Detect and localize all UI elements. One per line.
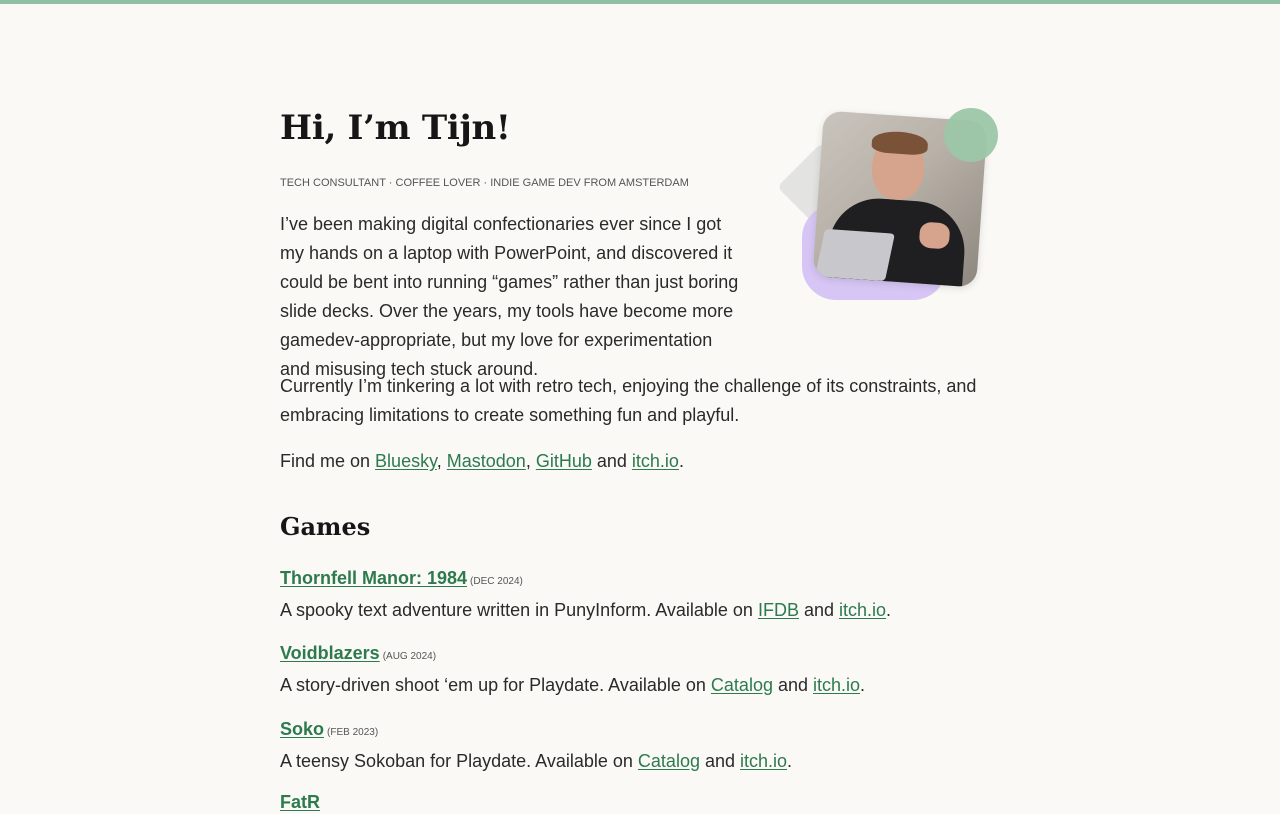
github-link[interactable]: GitHub: [535, 451, 592, 471]
find-me-paragraph: Find me on Bluesky, Mastodon, GitHub and itch.io.: [280, 451, 684, 471]
top-accent-bar: [0, 0, 1280, 4]
catalog-link[interactable]: Catalog: [710, 675, 773, 695]
game-date: (AUG 2024): [382, 651, 437, 662]
itch-link[interactable]: itch.io: [631, 451, 679, 471]
game-title-link[interactable]: Thornfell Manor: 1984: [280, 568, 468, 588]
bluesky-link[interactable]: Bluesky: [375, 451, 437, 471]
game-date: (FEB 2023): [327, 727, 379, 738]
itch-link[interactable]: itch.io: [740, 751, 788, 771]
game-date: (DEC 2024): [470, 576, 523, 587]
intro-paragraph-1: I’ve been making digital confectionaries ever since I got my hands on a laptop with PowerPoint, and discovered it could be bent into running “games” rather than just boring slide decks. Over the years, my tools have become more gamedev-appropriate, but my love for experimentation and misusing tech stuck around.: [280, 214, 739, 379]
game-item: [280, 717, 1000, 776]
game-title-link[interactable]: FatR: [280, 792, 320, 812]
page-title: Hi, I’m Tijn!: [280, 108, 511, 148]
game-description: A story-driven shoot ‘em up for Playdate. Available on Catalog and itch.io.: [280, 675, 866, 695]
game-description: A teensy Sokoban for Playdate. Available on Catalog and itch.io.: [280, 751, 793, 771]
games-heading: Games: [280, 512, 371, 541]
itch-link[interactable]: itch.io: [839, 600, 887, 620]
catalog-link[interactable]: Catalog: [637, 751, 700, 771]
game-item: [280, 641, 1000, 700]
decorative-circle-icon: [944, 108, 998, 162]
mastodon-link[interactable]: Mastodon: [446, 451, 526, 471]
game-title-link[interactable]: Voidblazers: [280, 643, 380, 663]
itch-link[interactable]: itch.io: [813, 675, 861, 695]
profile-photo-area: [790, 106, 1000, 306]
tagline: TECH CONSULTANT · COFFEE LOVER · INDIE GAME DEV FROM AMSTERDAM: [280, 177, 689, 189]
game-description: A spooky text adventure written in PunyInform. Available on IFDB and itch.io.: [280, 600, 892, 620]
game-item: [280, 566, 1000, 625]
game-item: [280, 790, 1000, 814]
game-title-link[interactable]: Soko: [280, 719, 325, 739]
ifdb-link[interactable]: IFDB: [757, 600, 799, 620]
intro-paragraph-2: Currently I’m tinkering a lot with retro tech, enjoying the challenge of its constraints, and embracing limitations to create something fun and playful.: [280, 376, 977, 425]
